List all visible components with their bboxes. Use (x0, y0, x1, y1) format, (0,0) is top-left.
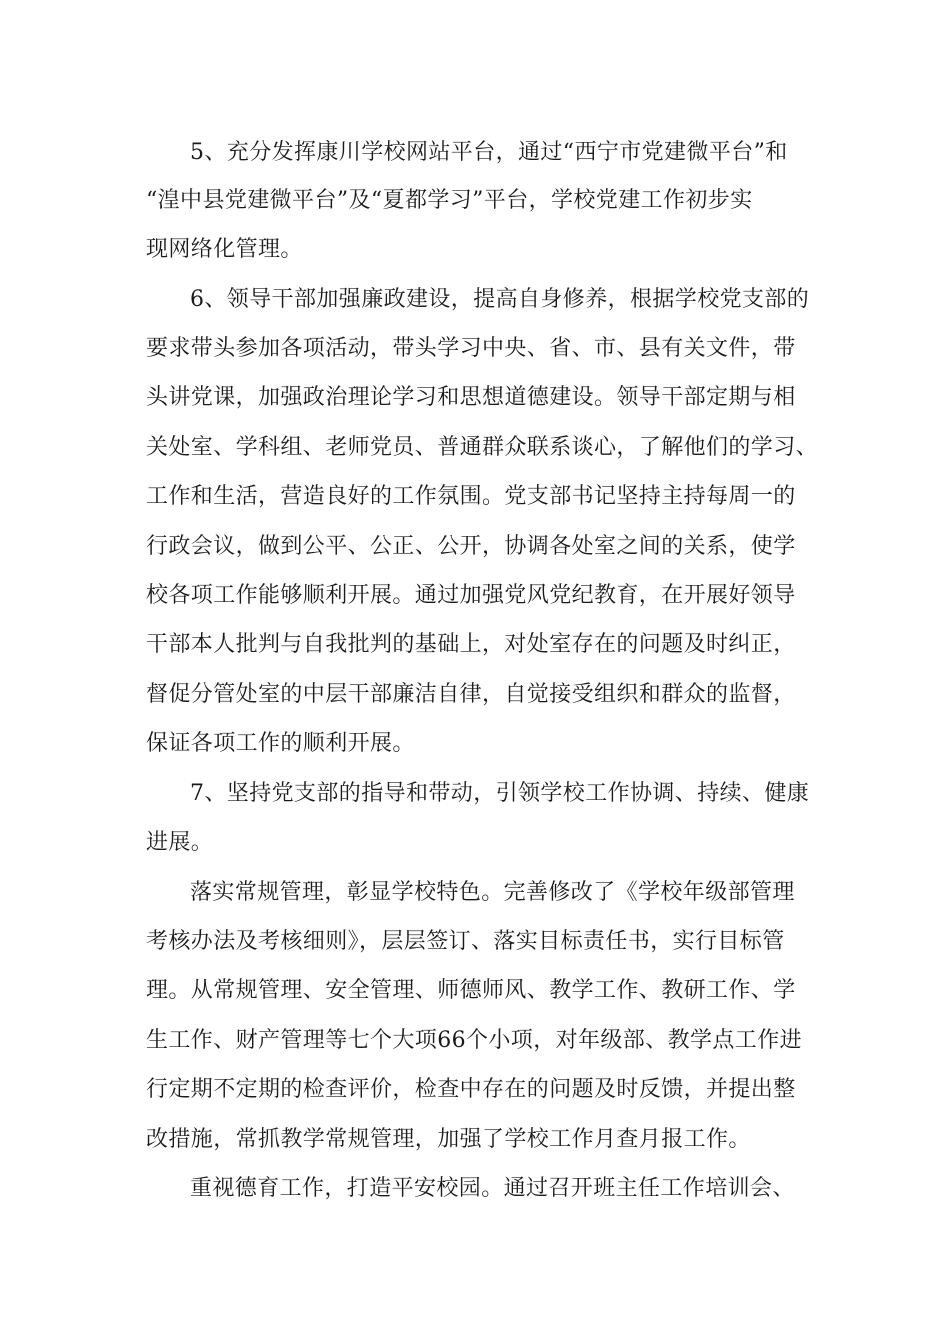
paragraph-5-line-3: 现网络化管理。 (146, 237, 303, 262)
paragraph-7-line-1: 7、坚持党支部的指导和带动，引领学校工作协调、持续、健康 (190, 781, 810, 806)
paragraph-5-line-1: 5、充分发挥康川学校网站平台，通过“西宁市党建微平台”和 (190, 140, 788, 165)
paragraph-9-line-1: 重视德育工作，打造平安校园。通过召开班主任工作培训会、 (190, 1176, 795, 1201)
paragraph-6-line-5: 工作和生活，营造良好的工作氛围。党支部书记坚持主持每周一的 (146, 484, 796, 509)
paragraph-5-line-2: “湟中县党建微平台”及“夏都学习”平台，学校党建工作初步实 (146, 188, 753, 213)
paragraph-6-line-10: 保证各项工作的顺利开展。 (146, 731, 415, 756)
paragraph-6-line-8: 干部本人批判与自我批判的基础上，对处室存在的问题及时纠正， (146, 632, 796, 657)
paragraph-6-line-4: 关处室、学科组、老师党员、普通群众联系谈心，了解他们的学习、 (146, 435, 819, 460)
paragraph-6-line-2: 要求带头参加各项活动，带头学习中央、省、市、县有关文件，带 (146, 336, 796, 361)
paragraph-8-line-2: 考核办法及考核细则》，层层签订、落实目标责任书，实行目标管 (146, 929, 785, 954)
paragraph-6-line-3: 头讲党课，加强政治理论学习和思想道德建设。领导干部定期与相 (146, 385, 796, 410)
paragraph-7-line-2: 进展。 (146, 830, 214, 855)
paragraph-8-line-6: 改措施，常抓教学常规管理，加强了学校工作月查月报工作。 (146, 1127, 751, 1152)
paragraph-6-line-1: 6、领导干部加强廉政建设，提高自身修养，根据学校党支部的 (190, 287, 810, 312)
paragraph-6-line-9: 督促分管处室的中层干部廉洁自律，自觉接受组织和群众的监督， (146, 682, 796, 707)
paragraph-8-line-4: 生工作、财产管理等七个大项66个小项，对年级部、教学点工作进 (146, 1028, 802, 1053)
paragraph-8-line-3: 理。从常规管理、安全管理、师德师风、教学工作、教研工作、学 (146, 978, 796, 1003)
paragraph-8-line-1: 落实常规管理，彰显学校特色。完善修改了《学校年级部管理 (190, 880, 795, 905)
paragraph-6-line-7: 校各项工作能够顺利开展。通过加强党风党纪教育，在开展好领导 (146, 583, 796, 608)
paragraph-8-line-5: 行定期不定期的检查评价，检查中存在的问题及时反馈，并提出整 (146, 1077, 796, 1102)
paragraph-6-line-6: 行政会议，做到公平、公正、公开，协调各处室之间的关系，使学 (146, 534, 796, 559)
